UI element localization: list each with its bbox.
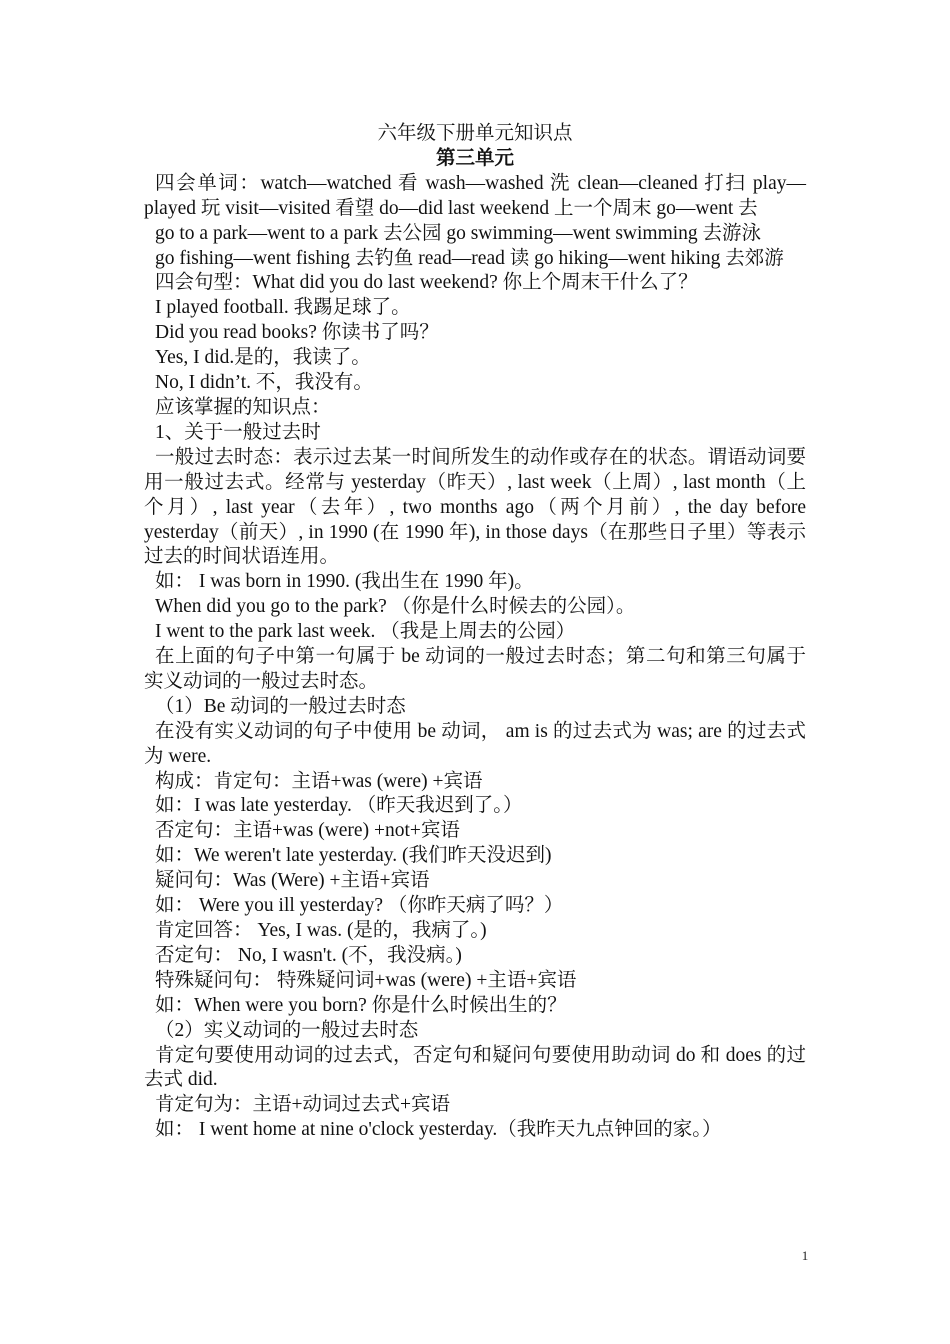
paragraph: go fishing—went fishing 去钓鱼 read—read 读 go hiking—went hiking 去郊游 bbox=[155, 247, 784, 269]
paragraph: 四会单词：watch—watched 看 wash—washed 洗 clean—cleaned 打扫 play—played 玩 visit—visited 看望 do—did last weekend 上一个周末 go—went 去 bbox=[144, 172, 806, 219]
paragraph: Yes, I did.是的，我读了。 bbox=[155, 347, 371, 369]
paragraph: （2）实义动词的一般过去时态 bbox=[155, 1019, 419, 1041]
paragraph: I played football. 我踢足球了。 bbox=[155, 297, 411, 319]
paragraph: No, I didn’t. 不，我没有。 bbox=[155, 372, 373, 394]
paragraph: 特殊疑问句： 特殊疑问词+was (were) +主语+宾语 bbox=[155, 969, 577, 991]
paragraph: 在没有实义动词的句子中使用 be 动词， am is 的过去式为 was; are 的过去式为 were. bbox=[144, 720, 806, 767]
paragraph: 否定句：主语+was (were) +not+宾语 bbox=[155, 820, 460, 842]
paragraph: 1、关于一般过去时 bbox=[155, 421, 321, 443]
paragraph: 否定句： No, I wasn't. (不，我没病。) bbox=[155, 944, 462, 966]
paragraph-list bbox=[144, 172, 806, 1143]
paragraph: I went to the park last week. （我是上周去的公园） bbox=[155, 621, 576, 643]
paragraph: Did you read books? 你读书了吗？ bbox=[155, 322, 439, 344]
paragraph: 肯定句要使用动词的过去式，否定句和疑问句要使用助动词 do 和 does 的过去式 did. bbox=[144, 1044, 806, 1091]
paragraph: 应该掌握的知识点： bbox=[155, 396, 331, 418]
document-body bbox=[144, 122, 806, 1143]
paragraph: 构成：肯定句：主语+was (were) +宾语 bbox=[155, 770, 483, 792]
paragraph: （1）Be 动词的一般过去时态 bbox=[155, 695, 406, 717]
paragraph: 如：We weren't late yesterday. (我们昨天没迟到) bbox=[155, 845, 552, 867]
paragraph: 如： I went home at nine o'clock yesterday.（我昨天九点钟回的家。） bbox=[155, 1119, 722, 1141]
paragraph: 在上面的句子中第一句属于 be 动词的一般过去时态；第二句和第三句属于实义动词的一般过去时态。 bbox=[144, 646, 806, 692]
paragraph: 疑问句：Was (Were) +主语+宾语 bbox=[155, 870, 430, 892]
paragraph: 四会句型：What did you do last weekend? 你上个周末干什么了？ bbox=[155, 272, 698, 294]
paragraph: 如：I was late yesterday. （昨天我迟到了。） bbox=[155, 795, 523, 817]
paragraph: When did you go to the park? （你是什么时候去的公园）。 bbox=[155, 596, 636, 618]
page-number: 1 bbox=[801, 1248, 809, 1263]
paragraph: 如： Were you ill yesterday? （你昨天病了吗？） bbox=[155, 895, 564, 917]
paragraph: go to a park—went to a park 去公园 go swimming—went swimming 去游泳 bbox=[155, 222, 762, 244]
paragraph: 一般过去时态：表示过去某一时间所发生的动作或存在的状态。谓语动词要用一般过去式。经常与 yesterday（昨天）, last week（上周）, last month（上个月）, last year（去年）, two months ago（两个月前）, the day before yesterday（前天）, in 1990 (在 1990 年), in those days（在那些日子里）等表示过去的时间状语连用。 bbox=[144, 446, 806, 568]
paragraph: 如：When were you born? 你是什么时候出生的？ bbox=[155, 994, 567, 1016]
unit-heading: 第三单元 bbox=[435, 147, 514, 169]
paragraph: 如： I was born in 1990. (我出生在 1990 年)。 bbox=[155, 571, 534, 593]
paragraph: 肯定回答： Yes, I was. (是的，我病了。) bbox=[155, 920, 487, 941]
paragraph: 肯定句为：主语+动词过去式+宾语 bbox=[155, 1094, 450, 1116]
document-title: 六年级下册单元知识点 bbox=[377, 123, 573, 144]
